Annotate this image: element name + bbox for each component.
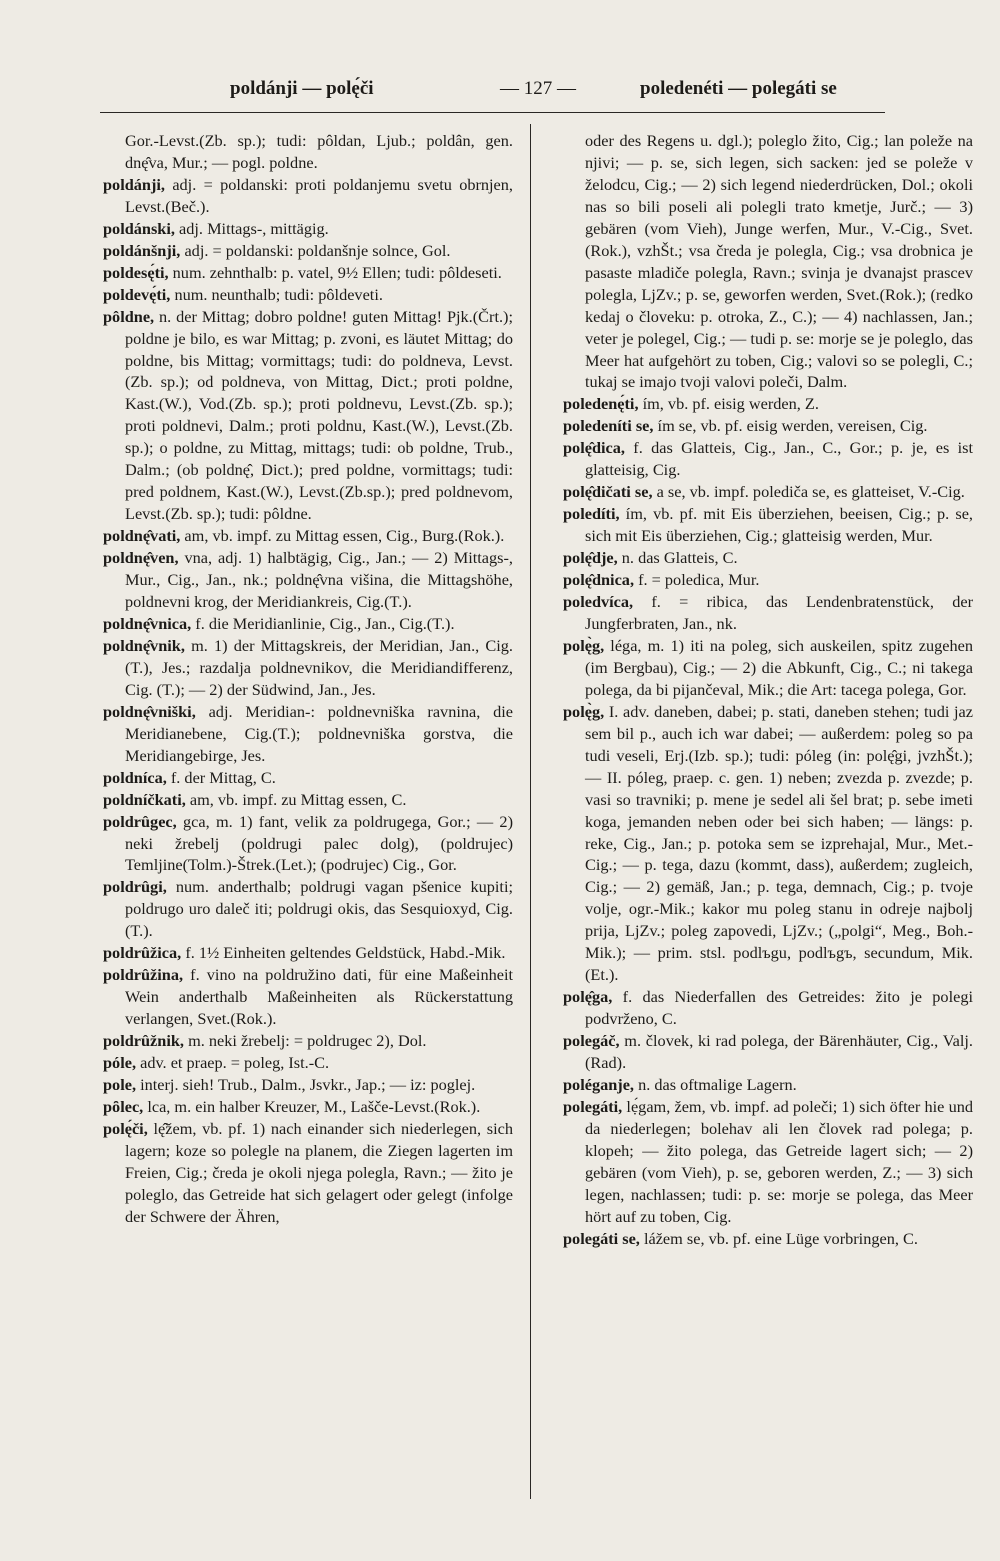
- entry-headword: poldnę̂vnica,: [103, 613, 192, 633]
- entry-headword: polegáč,: [563, 1031, 620, 1051]
- entry-headword: poledíti,: [563, 504, 620, 524]
- dictionary-entry: [103, 789, 513, 811]
- entry-headword: póle,: [103, 1053, 137, 1073]
- dictionary-entry: [103, 964, 513, 1030]
- dictionary-entry: [103, 1118, 513, 1228]
- entry-text: I. adv. daneben, dabei; p. stati, daneben stehen; tudi jaz sem bil p., auch ich war dabei; — außerdem: poleg so pa tudi veseli, Erj.(Izb. sp.); tudi: póleg (in: polę̂gi, jvzhŠt.); — II. póleg, praep. c. gen. 1) neben; zvezda p. zvezde; p. vasi so travniki; p. mene je sedel ali šel brat; p. sebe imeti koga, jemanden neben oder bei sich haben; — längs: p. reke, Cig., Jan.; p. potoka sem se izprehajal, Mur., Met.-Cig.; — p. tega, dazu (kommt, dass), außerdem; zugleich, Cig.; — 2) gemäß, Jan.; p. tega, demnach, Cig.; p. tvoje volje, ogr.-Mik.; kakor mu poleg stanu in odreje najbolj prija, LjZv.; poleg zapovedi, LjZv.; („polgi“, Meg., Boh.-Mik.); — prim. stsl. podlъgu, podlъgъ, secundum, Mik.(Et.).: [585, 701, 973, 985]
- dictionary-entry: [103, 262, 513, 284]
- entry-text: ím, vb. pf. mit Eis überziehen, beeisen, Cig.; p. se, sich mit Eis überziehen, Cig.; glatteisig werden, Mur.: [585, 504, 973, 546]
- entry-text: lę̂žem, vb. pf. 1) nach einander sich niederlegen, sich lagern; koze so polegle na planem, die Ziegen lagerten im Freien, Cig.; čreda je okoli njega polegla, Ravn.; — žito je poleglo, das Getreide hat sich gelagert oder gelegt (infolge der Schwere der Ähren,: [125, 1118, 513, 1226]
- dictionary-entry: [563, 415, 973, 437]
- dictionary-entry: [563, 481, 973, 503]
- entry-text: léga, m. 1) iti na poleg, sich auskeilen, spitz zugehen (im Bergbau), Cig.; — 2) die Abkunft, Cig., C.; ni takega polega, da bi pijančeval, Mik.; die Art: tacega polega, Gor.: [585, 635, 973, 699]
- dictionary-entry: [103, 767, 513, 789]
- entry-text: lážem se, vb. pf. eine Lüge vorbringen, C.: [639, 1228, 918, 1248]
- entry-text: num. anderthalb; poldrugi vagan pšenice kupiti; poldrugo uro dalеč iti; poldrugi okis, das Sesquioxyd, Cig.(T.).: [125, 877, 513, 941]
- dictionary-entry: [103, 811, 513, 877]
- entry-headword: polę̂dnica,: [563, 570, 635, 590]
- entry-headword: poldánski,: [103, 218, 175, 238]
- dictionary-entry: [103, 635, 513, 701]
- dictionary-entry: [563, 635, 973, 701]
- entry-headword: poldníčkati,: [103, 789, 186, 809]
- entry-headword: poléganje,: [563, 1074, 634, 1094]
- entry-headword: poldánji,: [103, 174, 165, 194]
- dictionary-entry: [563, 503, 973, 547]
- dictionary-entry: [563, 437, 973, 481]
- page-header: [100, 78, 880, 112]
- entry-headword: poledeníti se,: [563, 416, 654, 436]
- entry-text: Gor.-Levst.(Zb. sp.); tudi: pôldan, Ljub.; poldân, gen. dnę̂va, Mur.; — pogl. poldne.: [125, 131, 513, 172]
- entry-text: n. das oftmalige Lagern.: [634, 1074, 797, 1094]
- entry-headword: polegáti,: [563, 1096, 623, 1116]
- entry-text: am, vb. impf. zu Mittag essen, C.: [185, 789, 407, 809]
- entry-text: m. neki žrebelj: = poldrugec 2), Dol.: [184, 1031, 427, 1051]
- entry-text: vna, adj. 1) halbtägig, Cig., Jan.; — 2) Mittags-, Mur., Cig., Jan., nk.; poldnę̂vna višina, die Mittagshöhe, poldnevni krog, der Meridiankreis, Cig.(T.).: [125, 548, 513, 612]
- entry-headword: pole,: [103, 1074, 137, 1094]
- entry-text: adv. et praep. = poleg, Ist.-C.: [136, 1053, 330, 1073]
- entry-headword: polę̀g,: [563, 701, 605, 721]
- entry-text: f. das Niederfallen des Getreides: žito je polegi podvrženo, C.: [585, 987, 973, 1029]
- dictionary-entry: [103, 1030, 513, 1052]
- dictionary-entry: [103, 130, 513, 174]
- dictionary-entry: [103, 942, 513, 964]
- entry-headword: polegáti se,: [563, 1228, 640, 1248]
- entry-headword: poldrûžina,: [103, 965, 184, 985]
- entry-headword: poledenę́ti,: [563, 394, 639, 414]
- entry-text: f. das Glatteis, Cig., Jan., C., Gor.; p. je, es ist glatteisig, Cig.: [585, 438, 973, 480]
- entry-text: ím, vb. pf. eisig werden, Z.: [638, 394, 819, 414]
- entry-headword: poldnę̂vati,: [103, 526, 181, 546]
- left-column: [103, 130, 513, 1228]
- dictionary-entry: [103, 218, 513, 240]
- dictionary-entry: [103, 701, 513, 767]
- entry-headword: polę̂dje,: [563, 548, 618, 568]
- entry-text: f. vino na poldružino dati, für eine Maßeinheit Wein anderthalb Maßeinheiten als Rückerstattung verlangen, Svet.(Rok.).: [125, 965, 513, 1029]
- dictionary-entry: [563, 591, 973, 635]
- entry-headword: polę̀g,: [563, 635, 605, 655]
- entry-headword: polę̂dica,: [563, 438, 625, 458]
- entry-headword: pȏlec,: [103, 1096, 144, 1116]
- dictionary-entry: [103, 284, 513, 306]
- entry-headword: polę̂dičati se,: [563, 482, 653, 502]
- entry-text: adj. Mittags-, mittägig.: [174, 218, 329, 238]
- entry-text: lẹ́gam, žem, vb. impf. ad poleči; 1) sich öfter hie und da niederlegen; bolehav ali len človek rad polega; p. klopeh; — žito polega, das Getreide lagert sich; — 2) gebären (vom Vieh), p. se, geboren werden, Z.; — 3) sich legen, nachlassen; tudi: p. se: morje se polega, das Meer hört auf zu toben, Cig.: [585, 1096, 973, 1226]
- entry-text: f. = ribica, das Lendenbratenstück, der Jungferbraten, Jan., nk.: [585, 592, 973, 633]
- dictionary-entry: [563, 1228, 973, 1250]
- entry-headword: polę́či,: [103, 1118, 148, 1138]
- dictionary-entry: [103, 306, 513, 526]
- entry-headword: poldánšnji,: [103, 240, 181, 260]
- entry-text: f. die Meridianlinie, Cig., Jan., Cig.(T.).: [191, 613, 455, 633]
- dictionary-entry: [103, 1096, 513, 1118]
- dictionary-entry: [563, 547, 973, 569]
- entry-headword: poldrûgec,: [103, 811, 177, 831]
- entry-headword: poldníca,: [103, 767, 167, 787]
- page-number: — 127 —: [500, 78, 576, 99]
- entry-headword: poldnę̂ven,: [103, 548, 179, 568]
- entry-text: n. das Glatteis, C.: [617, 548, 738, 568]
- dictionary-entry: [103, 174, 513, 218]
- entry-text: f. 1½ Einheiten geltendes Geldstück, Habd.-Mik.: [181, 943, 506, 963]
- entry-text: adj. = poldanski: proti poldanjemu svetu obrnjen, Levst.(Beč.).: [125, 174, 513, 216]
- entry-text: f. der Mittag, C.: [166, 767, 276, 787]
- dictionary-entry: [563, 1096, 973, 1228]
- entry-text: oder des Regens u. dgl.); poleglo žito, Cig.; lan poleže na njivi; — p. se, sich legen, sich sacken: jed se poleže v želodcu, Cig.; — 2) sich legend niederdrücken, Dol.; okoli nas so bili poseli ali polegli trato kmetje, Jurč.; — 3) gebären (vom Vieh), Junge werfen, Mur., V.-Cig., Svet.(Rok.), vzhŠt.; vsa čreda je polegla, Cig.; vsa drobnica je pasaste mladiče polegla, Ravn.; svinja je dvanajst prascev polegla, LjZv.; p. se, geworfen werden, Svet.(Rok.); (redko kedaj o človeku: p. otroka, Z., C.); — 4) nachlassen, Jan.; veter je polegel, Cig.; — tudi p. se: morje se je poleglo, das Meer hat aufgehört zu toben, Cig.; valovi so se polegli, C.; tukaj se imajo tvoji valovi poleči, Dalm.: [585, 131, 973, 392]
- entry-text: m. človek, ki rad polega, der Bärenhäuter, Cig., Valj.(Rad).: [585, 1031, 973, 1073]
- header-left-guide-words: poldánji — polę́či: [230, 78, 374, 99]
- entry-text: num. neunthalb; tudi: pôldeveti.: [170, 284, 383, 304]
- header-right-guide-words: poledenéti — polegáti se: [640, 78, 837, 99]
- entry-headword: poldrûgi,: [103, 877, 167, 897]
- dictionary-entry: [563, 986, 973, 1030]
- entry-headword: poledvíca,: [563, 592, 634, 612]
- entry-text: interj. sieh! Trub., Dalm., Jsvkr., Jap.; — iz: poglej.: [136, 1074, 476, 1094]
- dictionary-entry: [103, 1052, 513, 1074]
- dictionary-entry: [103, 547, 513, 613]
- right-column: [563, 130, 973, 1250]
- entry-text: a se, vb. impf. poledičа se, es glatteiset, V.-Cig.: [652, 482, 965, 502]
- entry-text: ím se, vb. pf. eisig werden, vereisen, Cig.: [653, 416, 928, 436]
- entry-text: adj. = poldanski: poldanšnje solnce, Gol.: [180, 240, 451, 260]
- entry-headword: polę̂ga,: [563, 987, 613, 1007]
- entry-headword: poldrûžnik,: [103, 1031, 184, 1051]
- dictionary-entry: [563, 701, 973, 986]
- entry-text: num. zehnthalb: p. vatel, 9½ Ellen; tudi: pôldeseti.: [168, 262, 502, 282]
- dictionary-entry: [103, 1074, 513, 1096]
- entry-headword: poldnę̂vniški,: [103, 701, 196, 721]
- entry-headword: poldrûžica,: [103, 943, 182, 963]
- entry-headword: poldevę́ti,: [103, 284, 171, 304]
- entry-headword: poldnę̂vnik,: [103, 635, 185, 655]
- entry-headword: poldesę́ti,: [103, 262, 169, 282]
- column-divider: [530, 124, 531, 1499]
- header-rule: [100, 112, 885, 113]
- dictionary-entry: [103, 525, 513, 547]
- entry-text: f. = poledica, Mur.: [634, 570, 760, 590]
- entry-text: adj. Meridian-: poldnevniška ravnina, die Meridianebene, Cig.(T.); poldnevniška gorstva, die Meridiangebirge, Jes.: [125, 701, 513, 765]
- entry-text: gca, m. 1) fant, velik za poldrugega, Gor.; — 2) neki žrebelj (poldrugi palec dolg), (poldrujec) Temljine(Tolm.)-Štrek.(Let.); (podrujec) Cig., Gor.: [125, 811, 513, 875]
- entry-headword: pôldne,: [103, 306, 155, 326]
- dictionary-entry: [103, 613, 513, 635]
- entry-text: m. 1) der Mittagskreis, der Meridian, Jan., Cig.(T.), Jes.; razdalja poldnevnikov, die Meridiandifferenz, Cig. (T.); — 2) der Südwind, Jan., Jes.: [125, 635, 513, 699]
- entry-text: am, vb. impf. zu Mittag essen, Cig., Burg.(Rok.).: [180, 526, 505, 546]
- dictionary-entry: [103, 876, 513, 942]
- dictionary-entry: [563, 130, 973, 393]
- dictionary-entry: [563, 1030, 973, 1074]
- entry-text: lca, m. ein halber Kreuzer, M., Lašče-Levst.(Rok.).: [143, 1096, 481, 1116]
- dictionary-entry: [563, 1074, 973, 1096]
- entry-text: n. der Mittag; dobro poldne! guten Mittag! Pjk.(Črt.); poldne je bilo, es war Mittag; p. zvoni, es läutet Mittag; do poldne, bis Mittag; vormittags; tudi: do poldneva, Levst.(Zb. sp.); od poldneva, von Mittag, Dict.; proti poldne, Kast.(W.), Vod.(Zb. sp.); proti poldnevu, Levst.(Zb. sp.); proti poldnevi, Dalm.; proti poldnu, Kast.(W.), Levst.(Zb. sp.); o poldne, zu Mittag, mittags; tudi: ob poldne, Trub., Dalm.; (ob poldnę̂, Dict.); pred poldne, vormittags; tudi: pred poldnem, Kast.(W.), Levst.(Zb.sp.); pred poldnevom, Levst.(Zb. sp.); tudi: pôldne.: [125, 306, 513, 524]
- dictionary-entry: [563, 393, 973, 415]
- dictionary-entry: [563, 569, 973, 591]
- dictionary-entry: [103, 240, 513, 262]
